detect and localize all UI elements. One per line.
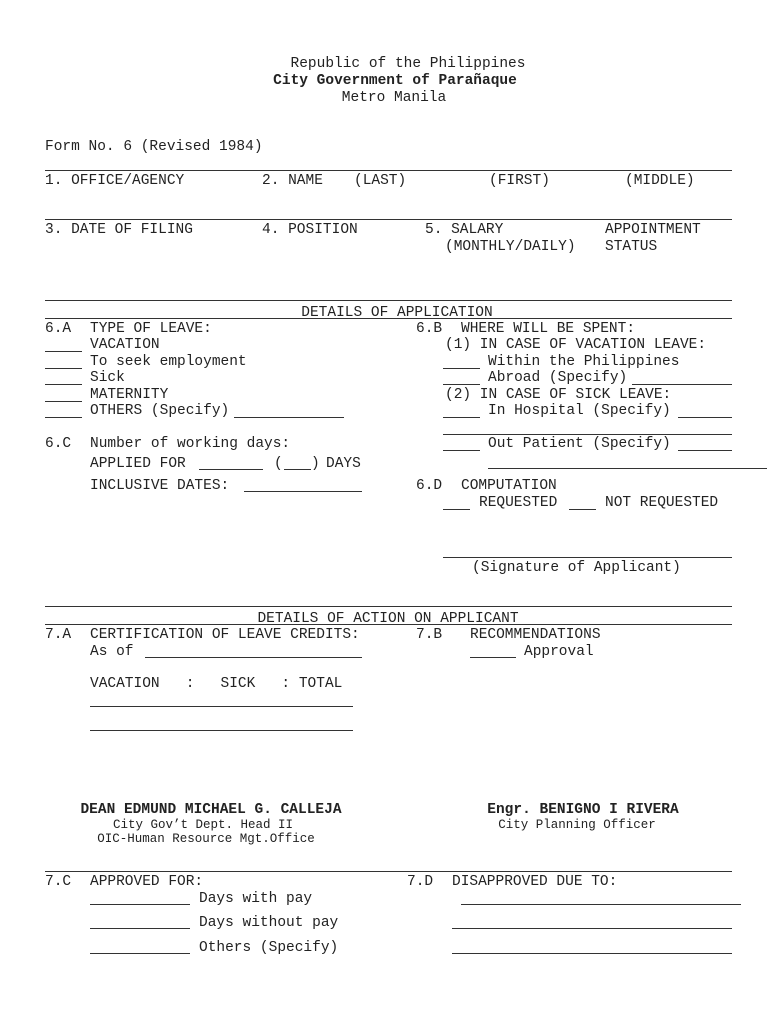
appointment-label: APPOINTMENT: [605, 222, 701, 238]
leave-credits-label: CERTIFICATION OF LEAVE CREDITS:: [90, 627, 360, 643]
computation-label: COMPUTATION: [461, 478, 557, 494]
disapproval-reason-line-1[interactable]: [461, 904, 741, 905]
hospital-details-line[interactable]: [443, 434, 732, 435]
out-patient-details-line[interactable]: [488, 468, 767, 469]
in-hospital-specify-blank[interactable]: [678, 417, 732, 418]
disapproval-reason-line-2[interactable]: [452, 928, 732, 929]
others-specify-7c-blank[interactable]: [90, 953, 190, 954]
vacation-leave-case-label: (1) IN CASE OF VACATION LEAVE:: [445, 337, 707, 353]
signatory-2-title: City Planning Officer: [498, 818, 656, 832]
abroad-option: Abroad (Specify): [488, 370, 628, 386]
section-6a-number: 6.A: [45, 321, 72, 337]
section-7a-number: 7.A: [45, 627, 72, 643]
leave-credits-line-2[interactable]: [90, 730, 353, 731]
sick-option: Sick: [90, 370, 125, 386]
sick-blank[interactable]: [45, 384, 82, 385]
days-label: DAYS: [326, 456, 361, 472]
as-of-date-blank[interactable]: [145, 657, 362, 658]
applicant-signature-line[interactable]: [443, 557, 732, 558]
leave-credits-line-1[interactable]: [90, 706, 353, 707]
name-middle-label: (MIDDLE): [625, 173, 695, 189]
inclusive-dates-blank[interactable]: [244, 491, 362, 492]
recommendations-label: RECOMMENDATIONS: [470, 627, 601, 643]
maternity-option: MATERNITY: [90, 387, 169, 403]
office-agency-label: 1. OFFICE/AGENCY: [45, 173, 185, 189]
divider: [45, 300, 732, 301]
date-of-filing-label: 3. DATE OF FILING: [45, 222, 193, 238]
section-6c-number: 6.C: [45, 436, 72, 452]
header-city-government: City Government of Parañaque: [273, 73, 517, 89]
days-with-pay-blank[interactable]: [90, 904, 190, 905]
days-paren-open: (: [274, 456, 283, 472]
header-metro-manila: Metro Manila: [341, 90, 447, 106]
section-6d-number: 6.D: [416, 478, 443, 494]
header-republic: Republic of the Philippines: [290, 56, 526, 72]
divider: [45, 219, 732, 220]
requested-blank[interactable]: [443, 509, 470, 510]
section-7b-number: 7.B: [416, 627, 443, 643]
not-requested-blank[interactable]: [569, 509, 596, 510]
as-of-label: As of: [90, 644, 134, 660]
others-option: OTHERS (Specify): [90, 403, 230, 419]
divider: [45, 624, 732, 625]
section-7c-number: 7.C: [45, 874, 72, 890]
applied-days-blank[interactable]: [199, 469, 263, 470]
signatory-1-title-2: OIC-Human Resource Mgt.Office: [97, 832, 315, 846]
days-without-pay-label: Days without pay: [199, 915, 339, 931]
inclusive-dates-label: INCLUSIVE DATES:: [90, 478, 230, 494]
where-spent-label: WHERE WILL BE SPENT:: [461, 321, 636, 337]
in-hospital-blank[interactable]: [443, 417, 480, 418]
divider: [45, 606, 732, 607]
vacation-blank[interactable]: [45, 351, 82, 352]
vacation-option: VACATION: [90, 337, 160, 353]
details-of-action-title: DETAILS OF ACTION ON APPLICANT: [257, 611, 519, 627]
signatory-1-title-1: City Gov’t Dept. Head II: [112, 818, 294, 832]
section-6b-number: 6.B: [416, 321, 443, 337]
disapproved-due-to-label: DISAPPROVED DUE TO:: [452, 874, 618, 890]
name-last-label: (LAST): [354, 173, 407, 189]
days-paren-close: ): [311, 456, 320, 472]
maternity-blank[interactable]: [45, 401, 82, 402]
type-of-leave-label: TYPE OF LEAVE:: [90, 321, 212, 337]
salary-label: 5. SALARY: [425, 222, 504, 238]
name-label: 2. NAME: [262, 173, 323, 189]
salary-sub-label: (MONTHLY/DAILY): [445, 239, 576, 255]
divider: [45, 170, 732, 171]
employment-blank[interactable]: [45, 368, 82, 369]
approved-for-label: APPROVED FOR:: [90, 874, 204, 890]
leave-credits-header: VACATION : SICK : TOTAL: [90, 676, 343, 692]
status-label: STATUS: [605, 239, 658, 255]
name-first-label: (FIRST): [489, 173, 550, 189]
details-of-application-title: DETAILS OF APPLICATION: [301, 305, 493, 321]
out-patient-blank[interactable]: [443, 450, 480, 451]
sick-leave-case-label: (2) IN CASE OF SICK LEAVE:: [445, 387, 672, 403]
out-patient-specify-blank[interactable]: [678, 450, 732, 451]
approval-option: Approval: [524, 644, 594, 660]
divider: [45, 318, 732, 319]
applied-days-words-blank[interactable]: [284, 469, 311, 470]
abroad-blank[interactable]: [443, 384, 480, 385]
disapproval-reason-line-3[interactable]: [452, 953, 732, 954]
within-philippines-blank[interactable]: [443, 368, 480, 369]
out-patient-option: Out Patient (Specify): [488, 436, 671, 452]
others-specify-7c-label: Others (Specify): [199, 940, 339, 956]
position-label: 4. POSITION: [262, 222, 358, 238]
others-blank[interactable]: [45, 417, 82, 418]
in-hospital-option: In Hospital (Specify): [488, 403, 671, 419]
not-requested-option: NOT REQUESTED: [605, 495, 719, 511]
divider: [45, 871, 732, 872]
within-philippines-option: Within the Philippines: [488, 354, 680, 370]
employment-option: To seek employment: [90, 354, 247, 370]
applied-for-label: APPLIED FOR: [90, 456, 186, 472]
approval-blank[interactable]: [470, 657, 516, 658]
working-days-label: Number of working days:: [90, 436, 291, 452]
signatory-1-name: DEAN EDMUND MICHAEL G. CALLEJA: [80, 802, 342, 818]
days-without-pay-blank[interactable]: [90, 928, 190, 929]
days-with-pay-label: Days with pay: [199, 891, 313, 907]
section-7d-number: 7.D: [407, 874, 434, 890]
others-specify-blank[interactable]: [234, 417, 344, 418]
signature-of-applicant-label: (Signature of Applicant): [472, 560, 681, 576]
form-number: Form No. 6 (Revised 1984): [45, 139, 263, 155]
requested-option: REQUESTED: [479, 495, 558, 511]
abroad-specify-blank[interactable]: [632, 384, 732, 385]
signatory-2-name: Engr. BENIGNO I RIVERA: [487, 802, 679, 818]
